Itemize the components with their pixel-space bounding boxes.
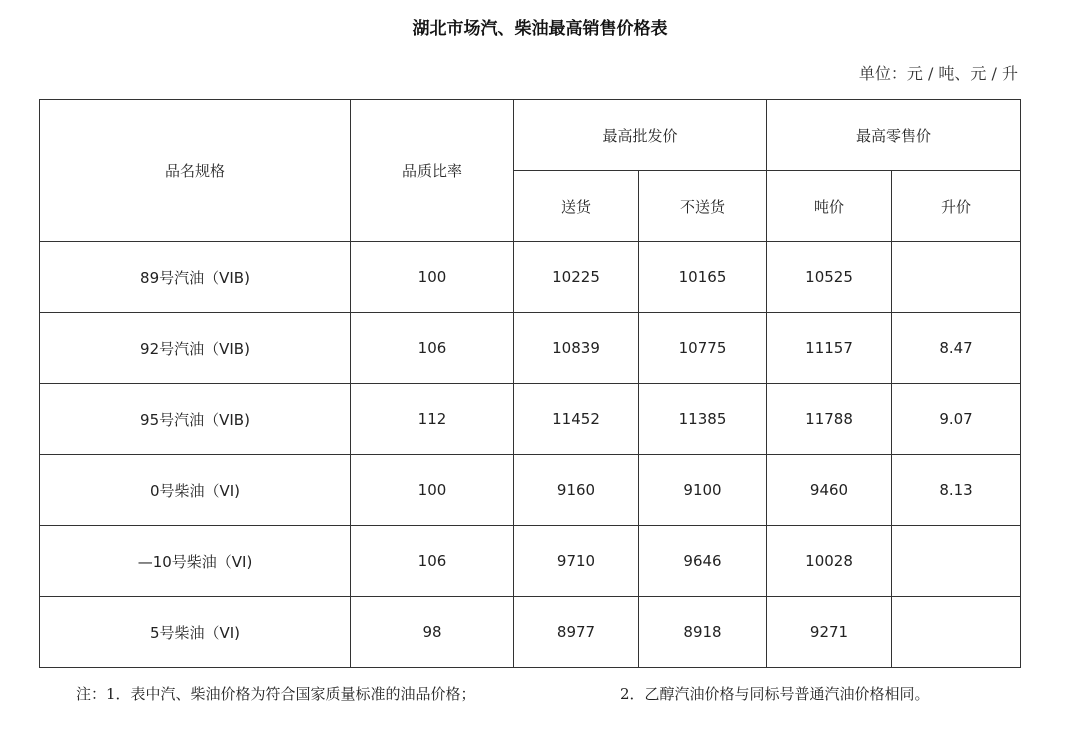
table-row — [40, 455, 1021, 526]
cell-name: 0号柴油（VI) — [40, 455, 351, 526]
cell-no-delivery: 10775 — [639, 313, 767, 384]
cell-quality: 106 — [351, 526, 514, 597]
page-title: 湖北市场汽、柴油最高销售价格表 — [412, 19, 668, 39]
header-wholesale: 最高批发价 — [514, 100, 767, 171]
header-delivery: 送货 — [514, 171, 639, 242]
header-retail: 最高零售价 — [767, 100, 1021, 171]
header-per-liter: 升价 — [892, 171, 1021, 242]
cell-delivery: 10839 — [514, 313, 639, 384]
table-row — [40, 313, 1021, 384]
cell-quality: 98 — [351, 597, 514, 668]
cell-quality: 112 — [351, 384, 514, 455]
cell-name: 5号柴油（VI) — [40, 597, 351, 668]
cell-per-liter: 8.47 — [892, 313, 1021, 384]
cell-delivery: 8977 — [514, 597, 639, 668]
cell-per-ton: 9271 — [767, 597, 892, 668]
footnote-1: 注：1．表中汽、柴油价格为符合国家质量标准的油品价格； — [76, 685, 476, 703]
cell-delivery: 9710 — [514, 526, 639, 597]
cell-no-delivery: 10165 — [639, 242, 767, 313]
table-row — [40, 526, 1021, 597]
cell-name: 95号汽油（VIB) — [40, 384, 351, 455]
header-quality: 品质比率 — [351, 100, 514, 242]
cell-per-liter: 9.07 — [892, 384, 1021, 455]
footnote-2: 2．乙醇汽油价格与同标号普通汽油价格相同。 — [620, 685, 930, 703]
cell-delivery: 9160 — [514, 455, 639, 526]
cell-delivery: 10225 — [514, 242, 639, 313]
cell-per-liter: 8.13 — [892, 455, 1021, 526]
table-row — [40, 384, 1021, 455]
cell-name: 92号汽油（VIB) — [40, 313, 351, 384]
cell-per-liter — [892, 526, 1021, 597]
cell-per-ton: 11788 — [767, 384, 892, 455]
header-name: 品名规格 — [40, 100, 351, 242]
cell-per-ton: 11157 — [767, 313, 892, 384]
cell-per-ton: 10525 — [767, 242, 892, 313]
header-no-delivery: 不送货 — [639, 171, 767, 242]
cell-delivery: 11452 — [514, 384, 639, 455]
header-per-ton: 吨价 — [767, 171, 892, 242]
cell-name: 89号汽油（VIB) — [40, 242, 351, 313]
cell-per-liter — [892, 597, 1021, 668]
cell-per-ton: 9460 — [767, 455, 892, 526]
cell-no-delivery: 9646 — [639, 526, 767, 597]
table-row — [40, 242, 1021, 313]
table-row — [40, 597, 1021, 668]
cell-no-delivery: 11385 — [639, 384, 767, 455]
cell-per-liter — [892, 242, 1021, 313]
unit-label: 单位：元 / 吨、元 / 升 — [858, 64, 1018, 83]
cell-name: —10号柴油（VI) — [40, 526, 351, 597]
cell-quality: 100 — [351, 242, 514, 313]
header-row-top — [40, 100, 1021, 171]
cell-no-delivery: 9100 — [639, 455, 767, 526]
cell-quality: 100 — [351, 455, 514, 526]
cell-quality: 106 — [351, 313, 514, 384]
cell-per-ton: 10028 — [767, 526, 892, 597]
cell-no-delivery: 8918 — [639, 597, 767, 668]
price-table — [39, 99, 1021, 668]
